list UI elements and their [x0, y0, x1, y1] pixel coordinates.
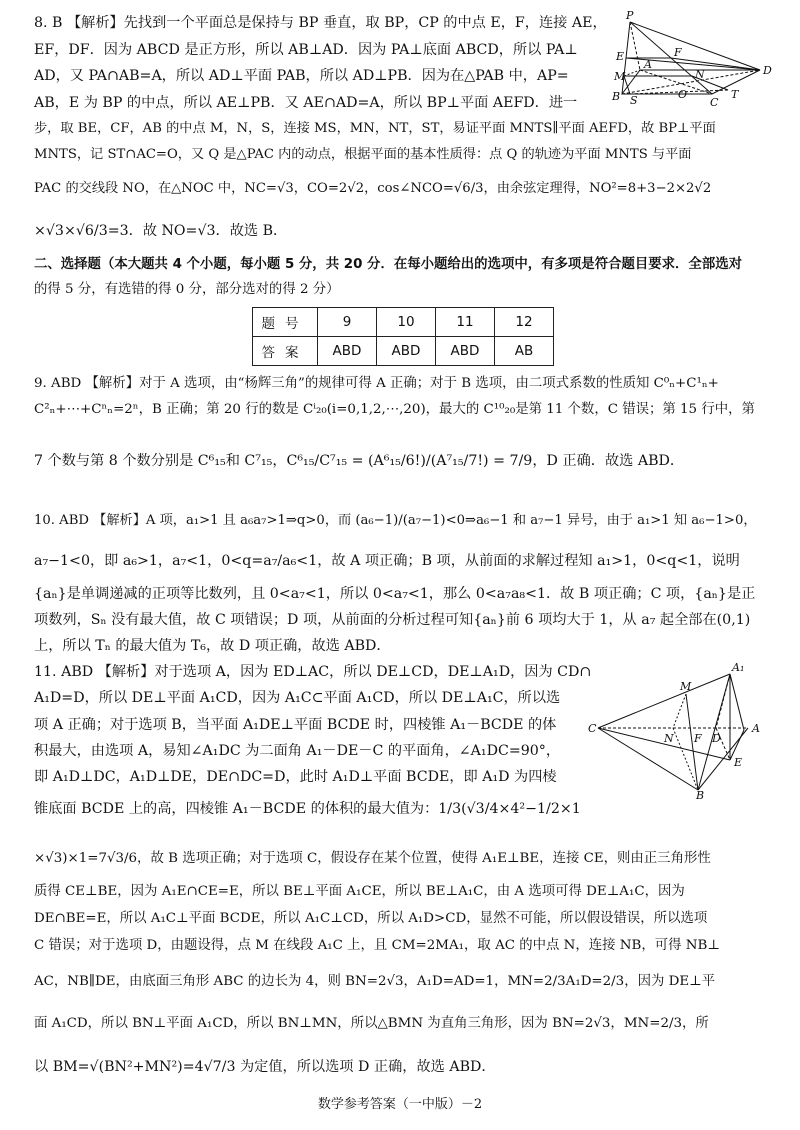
fig8-label-S: S: [630, 94, 638, 107]
q8-line-3: AD，又 PA∩AB=A，所以 AD⊥平面 PAB，所以 AD⊥PB．因为在△PAB 中，AP=: [34, 68, 569, 84]
fig8-label-F: F: [674, 46, 682, 59]
fig8-label-P: P: [626, 9, 634, 22]
answer-table-a11: ABD: [436, 337, 495, 366]
answer-table-q11: 11: [436, 308, 495, 337]
fig8-label-D: D: [763, 64, 772, 77]
q9-line-1: 9. ABD 【解析】对于 A 选项，由“杨辉三角”的规律可得 A 正确；对于 B 选项，由二项式系数的性质知 C⁰ₙ+C¹ₙ+: [34, 376, 719, 391]
q10-line-3: {aₙ}是单调递减的正项等比数列，且 0<a₇<1，所以 0<a₇<1，那么 0<a₇a₈<1．故 B 项正确；C 项，{aₙ}是正: [34, 586, 756, 602]
fig11-label-D: D: [712, 732, 721, 745]
fig8-label-A: A: [644, 58, 652, 71]
fig11-label-N: N: [664, 732, 674, 745]
fig8-label-M: M: [614, 70, 626, 83]
q10-line-1: 10. ABD 【解析】A 项，a₁>1 且 a₆a₇>1⇒q>0，而 (a₆−1)/(a₇−1)<0⇒a₆−1 和 a₇−1 异号，由于 a₁>1 知 a₆−1>0，: [34, 513, 757, 528]
answer-table-q10: 10: [377, 308, 436, 337]
section2-heading-1: 二、选择题（本大题共 4 个小题，每小题 5 分，共 20 分．在每小题给出的选项中，有多项是符合题目要求．全部选对: [34, 257, 742, 272]
q10-line-4: 项数列，Sₙ 没有最大值，故 C 项错误；D 项，从前面的分析过程可知{aₙ}前 6 项均大于 1，从 a₇ 起全部在(0,1): [34, 612, 751, 628]
answer-table-a9: ABD: [318, 337, 377, 366]
q9-line-2: C²ₙ+⋯+Cⁿₙ=2ⁿ，B 正确；第 20 行的数是 Cⁱ₂₀(i=0,1,2,⋯,20)，最大的 C¹⁰₂₀是第 11 个数，C 错误；第 15 行中，第: [34, 402, 755, 417]
answer-table: [252, 307, 554, 366]
q11-line-7: ×√3)×1=7√3/6，故 B 选项正确；对于选项 C，假设存在某个位置，使得 A₁E⊥BE，连接 CE，则由正三角形性: [34, 851, 711, 866]
q11-tetrahedron-figure: [584, 660, 774, 800]
q11-line-4: 积最大，由选项 A，易知∠A₁DC 为二面角 A₁－DE－C 的平面角，∠A₁DC=90°，: [34, 743, 561, 759]
q11-line-8: 质得 CE⊥BE，因为 A₁E∩CE=E，所以 BE⊥平面 A₁CE，所以 BE⊥A₁C，由 A 选项可得 DE⊥A₁C，因为: [34, 884, 685, 899]
q8-line-4: AB，E 为 BP 的中点，所以 AE⊥PB．又 AE∩AD=A，所以 BP⊥平面 AEFD．进一: [34, 95, 578, 111]
q11-line-3: 项 A 正确；对于选项 B，当平面 A₁DE⊥平面 BCDE 时，四棱锥 A₁－BCDE 的体: [34, 717, 557, 733]
answer-table-header-row: [253, 308, 554, 337]
q11-line-10: C 错误；对于选项 D，由题设得，点 M 在线段 A₁C 上，且 CM=2MA₁，取 AC 的中点 N，连接 NB，可得 NB⊥: [34, 938, 720, 953]
fig11-label-A1: A₁: [732, 661, 745, 674]
section2-heading-2: 的得 5 分，有选错的得 0 分，部分选对的得 2 分）: [34, 282, 340, 297]
q11-line-11: AC，NB∥DE，由底面三角形 ABC 的边长为 4，则 BN=2√3，A₁D=AD=1，MN=2/3A₁D=2/3，因为 DE⊥平: [34, 974, 716, 989]
fig11-label-F: F: [694, 732, 702, 745]
q11-line-12: 面 A₁CD，所以 BN⊥平面 A₁CD，所以 BN⊥MN，所以△BMN 为直角三角形，因为 BN=2√3，MN=2/3，所: [34, 1016, 709, 1031]
q11-line-13: 以 BM=√(BN²+MN²)=4√7/3 为定值，所以选项 D 正确，故选 ABD．: [34, 1059, 496, 1075]
q11-line-6: 锥底面 BCDE 上的高，四棱锥 A₁－BCDE 的体积的最大值为：1/3(√3/4×4²−1/2×1: [34, 801, 581, 817]
q8-line-2: EF，DF．因为 ABCD 是正方形，所以 AB⊥AD．因为 PA⊥底面 ABCD，所以 PA⊥: [34, 42, 578, 58]
q8-line-6: MNTS，记 ST∩AC=O，又 Q 是△PAC 内的动点，根据平面的基本性质得：点 Q 的轨迹为平面 MNTS 与平面: [34, 147, 692, 162]
q8-line-8: ×√3×√6/3=3．故 NO=√3．故选 B．: [34, 223, 288, 239]
q9-line-3: 7 个数与第 8 个数分别是 C⁶₁₅和 C⁷₁₅，C⁶₁₅/C⁷₁₅ = (A⁶₁₅/6!)/(A⁷₁₅/7!) = 7/9，D 正确．故选 ABD．: [34, 453, 685, 469]
answer-table-answer-row: [253, 337, 554, 366]
fig8-label-N: N: [695, 68, 705, 81]
q8-line-1: 8. B 【解析】先找到一个平面总是保持与 BP 垂直，取 BP，CP 的中点 E，F，连接 AE，: [34, 15, 607, 31]
fig11-label-C: C: [588, 722, 597, 735]
fig8-label-B: B: [612, 90, 621, 103]
q11-line-2: A₁D=D，所以 DE⊥平面 A₁CD，因为 A₁C⊂平面 A₁CD，所以 DE⊥A₁C，所以选: [34, 690, 561, 706]
q8-pyramid-figure: [600, 8, 772, 108]
q8-line-7: PAC 的交线段 NO，在△NOC 中，NC=√3，CO=2√2，cos∠NCO=√6/3，由余弦定理得，NO²=8+3−2×2√2: [34, 181, 712, 196]
q10-line-2: a₇−1<0，即 a₆>1，a₇<1，0<q=a₇/a₆<1，故 A 项正确；B 项，从前面的求解过程知 a₁>1，0<q<1，说明: [34, 553, 740, 569]
fig8-label-E: E: [616, 50, 625, 63]
page-footer: 数学参考答案（一中版）－2: [317, 1097, 483, 1112]
answer-table-header-label: 题号: [253, 308, 318, 337]
q11-line-9: DE∩BE=E，所以 A₁C⊥平面 BCDE，所以 A₁C⊥CD，所以 A₁D>CD，显然不可能，所以假设错误，所以选项: [34, 911, 708, 926]
q11-line-1: 11. ABD 【解析】对于选项 A，因为 ED⊥AC，所以 DE⊥CD，DE⊥A₁D，因为 CD∩: [34, 664, 592, 680]
fig11-label-E: E: [734, 756, 743, 769]
fig11-label-B: B: [696, 789, 705, 800]
answer-table-a10: ABD: [377, 337, 436, 366]
fig11-label-A: A: [752, 722, 760, 735]
q11-line-5: 即 A₁D⊥DC，A₁D⊥DE，DE∩DC=D，此时 A₁D⊥平面 BCDE，即 A₁D 为四棱: [34, 769, 557, 785]
fig8-label-T: T: [731, 88, 739, 101]
fig8-label-O: O: [678, 88, 688, 101]
q8-line-5: 步，取 BE，CF，AB 的中点 M，N，S，连接 MS，MN，NT，ST，易证平面 MNTS∥平面 AEFD，故 BP⊥平面: [34, 121, 716, 136]
q10-line-5: 上，所以 Tₙ 的最大值为 T₆，故 D 项正确，故选 ABD．: [34, 638, 391, 654]
answer-table-a12: AB: [495, 337, 554, 366]
answer-table-q12: 12: [495, 308, 554, 337]
answer-table-q9: 9: [318, 308, 377, 337]
answer-table-answer-label: 答案: [253, 337, 318, 366]
fig11-label-M: M: [680, 680, 692, 693]
fig8-label-C: C: [710, 96, 719, 108]
